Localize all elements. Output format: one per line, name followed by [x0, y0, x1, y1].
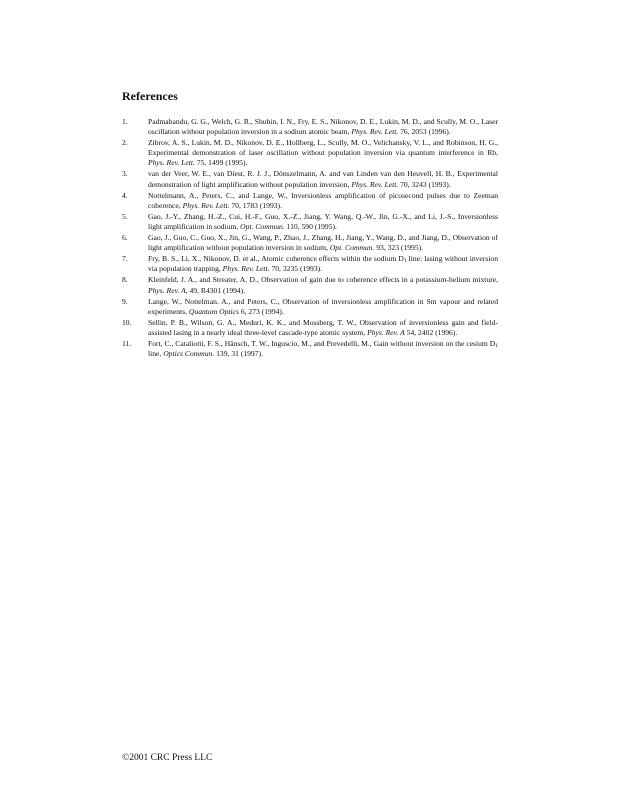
- references-heading: References: [122, 89, 178, 103]
- reference-item: [122, 318, 498, 338]
- reference-text: [148, 212, 498, 231]
- reference-segment: 70, 3243 (1993).: [398, 179, 451, 189]
- reference-number: 4.: [122, 190, 128, 200]
- subscript: 1: [495, 342, 498, 349]
- journal-name: Phys. Rev. Lett.: [182, 200, 230, 210]
- reference-number: 5.: [122, 211, 128, 221]
- reference-number: 9.: [122, 296, 128, 306]
- reference-segment: line: lasing without inversion via population trapping,: [148, 254, 498, 274]
- reference-number: 7.: [122, 254, 128, 264]
- reference-text: [148, 138, 498, 167]
- journal-name: Phys. Rev. Lett.: [351, 127, 399, 137]
- journal-name: Phys. Rev. Lett.: [148, 158, 195, 168]
- reference-segment: Gao, J.-Y., Zhang, H.-Z., Cui, H.-F., Guo, X.-Z., Jiang, Y. Wang, Q.-W., Jin, G.-X., and Li, J.-S., Inversionless light amplification in sodium,: [148, 211, 498, 231]
- reference-item: [122, 297, 498, 317]
- reference-text: [148, 339, 498, 358]
- reference-number: 6.: [122, 233, 128, 243]
- reference-segment: Kleinfeld, J. A., and Streater, A. D., Observation of gain due to coherence effects in a potassium-helium mixture,: [148, 275, 498, 285]
- reference-segment: Padmabandu, G. G., Welch, G. R., Shubin, I. N., Fry, E. S., Nikonov, D. E., Lukin, M. D., and Scully, M. O., Laser oscillation without population inversion in a sodium atomic beam,: [148, 117, 498, 137]
- reference-item: [122, 233, 498, 253]
- reference-segment: 70, 3235 (1993).: [269, 264, 323, 274]
- reference-item: [122, 212, 498, 232]
- reference-segment: 76, 2053 (1996).: [398, 127, 451, 137]
- reference-number: 3.: [122, 169, 128, 179]
- reference-text: [148, 318, 498, 337]
- journal-name: Phys. Rev. Lett.: [222, 264, 270, 274]
- reference-text: [148, 191, 498, 210]
- reference-list: [122, 117, 498, 360]
- reference-text: [148, 297, 498, 316]
- subscript: 1: [403, 258, 407, 265]
- reference-segment: Gao, J., Guo, C., Guo, X., Jin, G., Wang, P., Zhao, J., Zhang, H., Jiang, Y., Wang, D., and Jiang, D., Observation of light amplification without population inversion in sodium,: [148, 233, 498, 253]
- reference-item: [122, 138, 498, 168]
- reference-text: [148, 233, 498, 252]
- reference-segment: 70, 1783 (1993).: [229, 200, 282, 210]
- reference-number: 1.: [122, 117, 128, 126]
- reference-segment: , 49, R4301 (1994).: [185, 285, 246, 295]
- reference-segment: Fort, C., Cataliotti, F. S., Hänsch, T. W., Inguscio, M., and Prevedelli, M., Gain without inversion on the cesium D: [148, 338, 496, 348]
- reference-segment: Lange, W., Nottelman. A., and Peters, C., Observation of inversionless amplification in Sm vapour and related experiments,: [148, 296, 498, 316]
- journal-name: Phys. Rev. Lett.: [351, 179, 399, 189]
- reference-segment: line,: [148, 349, 164, 359]
- journal-name: Phys. Rev. A: [148, 285, 186, 295]
- reference-item: [122, 339, 498, 359]
- reference-number: 8.: [122, 275, 128, 285]
- reference-segment: 110, 590 (1995).: [284, 221, 337, 231]
- reference-item: [122, 169, 498, 189]
- reference-number: 10.: [122, 317, 132, 327]
- reference-item: [122, 117, 498, 137]
- reference-segment: 6, 273 (1994).: [238, 306, 284, 316]
- journal-name: Quantum Optics: [188, 306, 239, 316]
- journal-name: Optics Commun.: [163, 349, 215, 359]
- reference-segment: 75, 1499 (1995).: [194, 158, 248, 168]
- reference-segment: van der Veer, W. E., van Diest, R. J. J., Dönszelmann, A. and van Linden van den Heuvell, H. B., Experimental demonstration of light amplification without population inversion,: [148, 169, 498, 189]
- reference-segment: Nottelmann, A., Peters, C., and Lange, W., Inversionless amplification of picosecond pulses due to Zeeman coherence,: [148, 190, 498, 210]
- reference-segment: Sellin, P. B., Wilson, G. A., Meduri, K. K., and Mossberg, T. W., Observation of inversionless gain and field-assisted lasing in a nearly ideal three-level cascade-type atomic system,: [148, 317, 498, 337]
- reference-text: [148, 254, 498, 273]
- reference-segment: 54, 2402 (1996).: [404, 327, 458, 337]
- reference-text: [148, 275, 498, 294]
- reference-segment: 139, 31 (1997).: [214, 349, 263, 359]
- reference-item: [122, 275, 498, 295]
- reference-segment: Zibrov, A. S., Lukin, M. D., Nikonov, D. E., Hollberg, L., Scully, M. O., Velichansky, V. L., and Robinson, H. G., Experimental demonstration of laser oscillation without population inversion via quantum interference in Rb,: [148, 138, 498, 158]
- reference-number: 11.: [122, 338, 132, 348]
- reference-text: [148, 117, 498, 136]
- journal-name: Phys. Rev. A: [367, 327, 405, 337]
- reference-item: [122, 191, 498, 211]
- reference-number: 2.: [122, 138, 128, 148]
- journal-name: Opt. Commun.: [240, 221, 285, 231]
- reference-segment: Fry, B. S., Li, X., Nikonov, D. et al., Atomic coherence effects within the sodium D: [148, 254, 404, 264]
- reference-item: [122, 254, 498, 274]
- reference-segment: 93, 323 (1995).: [374, 243, 424, 253]
- copyright-footer: ©2001 CRC Press LLC: [122, 753, 213, 763]
- reference-text: [148, 169, 498, 188]
- journal-name: Opt. Commun.: [329, 243, 375, 253]
